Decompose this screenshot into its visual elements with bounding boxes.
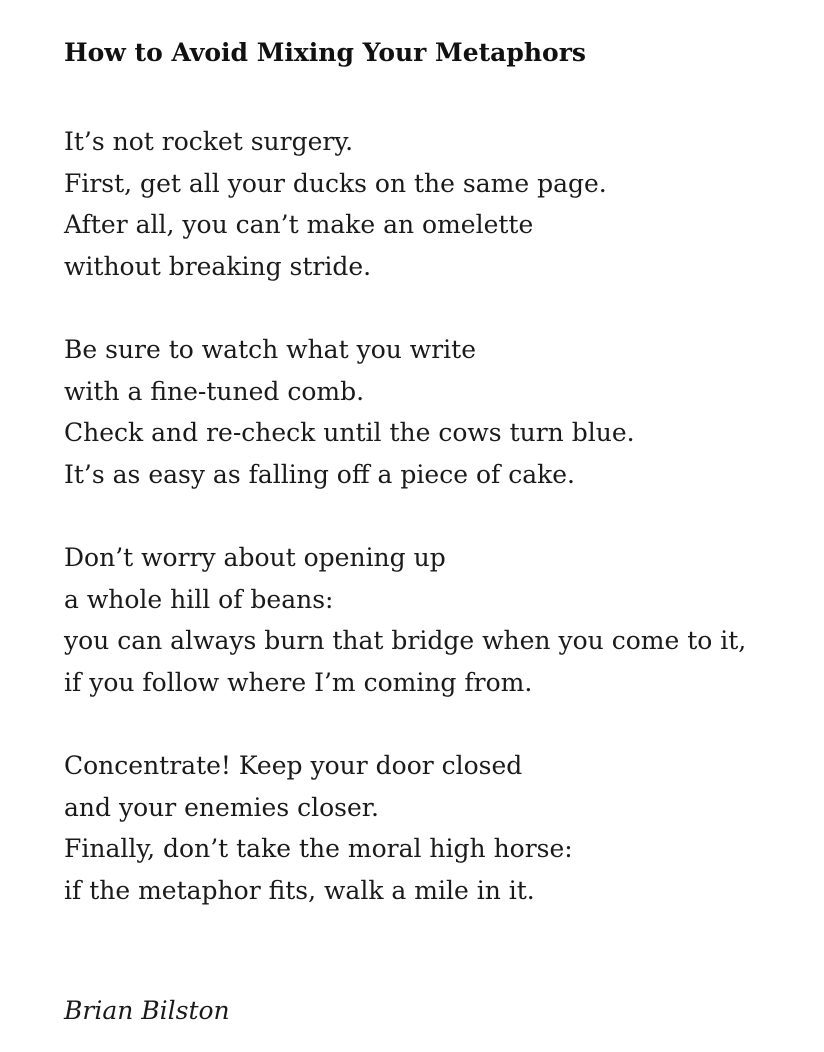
poem-line: First, get all your ducks on the same page.	[64, 168, 607, 198]
poem-line: without breaking stride.	[64, 251, 372, 281]
stanza-2	[64, 329, 635, 495]
poem-line: you can always burn that bridge when you come to it,	[64, 626, 747, 655]
poem-line: Don’t worry about opening up	[64, 543, 446, 572]
stanza-3	[64, 537, 746, 703]
stanza-4	[64, 745, 573, 911]
stanza-1	[64, 121, 607, 287]
poem-line: Check and re-check until the cows turn blue.	[64, 418, 635, 447]
poem-title: How to Avoid Mixing Your Metaphors	[64, 38, 586, 67]
poem-line: with a fine-tuned comb.	[64, 376, 365, 406]
poem-line: if the metaphor fits, walk a mile in it.	[64, 875, 535, 905]
poem-line: Finally, don’t take the moral high horse:	[64, 834, 573, 863]
poem-line: It’s not rocket surgery.	[64, 127, 354, 156]
poem-author: Brian Bilston	[64, 996, 230, 1025]
poem-line: and your enemies closer.	[64, 792, 379, 822]
poem-line: if you follow where I’m coming from.	[64, 667, 533, 697]
poem-line: It’s as easy as falling off a piece of cake.	[64, 459, 575, 489]
poem-line: Concentrate! Keep your door closed	[64, 751, 523, 780]
poem-line: After all, you can’t make an omelette	[64, 210, 534, 239]
poem-line: Be sure to watch what you write	[64, 335, 476, 364]
poem-line: a whole hill of beans:	[64, 584, 334, 614]
